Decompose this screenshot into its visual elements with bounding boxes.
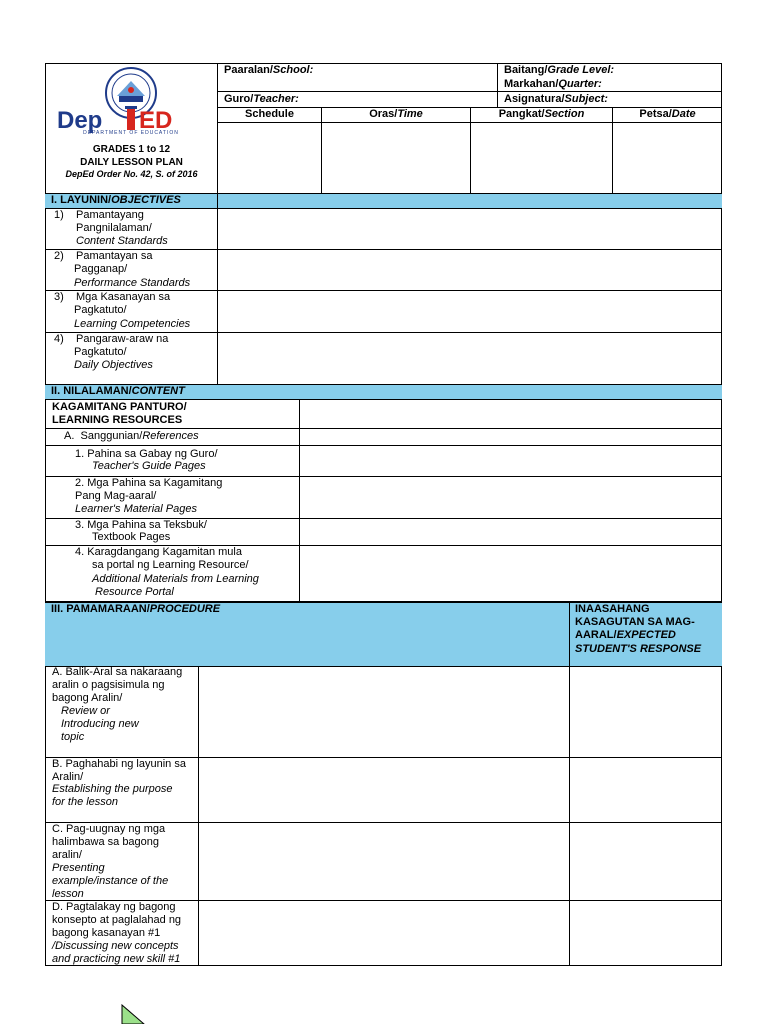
objective-label: Pamantayang [76,209,144,221]
ref-textbook: 3. Mga Pahina sa Teksbuk/ [75,519,207,531]
school-label: Paaralan/School: [224,64,314,76]
deped-tagline: DEPARTMENT OF EDUCATION [83,130,179,136]
grade-level-label: Baitang/Grade Level: [504,64,615,76]
grades-title: GRADES 1 to 12 [92,144,171,155]
procedure-label: bagong kasanayan #1 [52,927,161,939]
ref-teachers-guide-en: Teacher's Guide Pages [92,460,206,472]
ref-additional-materials: sa portal ng Learning Resource/ [92,559,249,571]
objective-label: Mga Kasanayan sa [76,291,171,303]
procedure-label: A. Balik-Aral sa nakaraang [52,666,183,678]
subject-label: Asignatura/Subject: [504,93,608,105]
ref-additional-materials: 4. Karagdangang Kagamitan mula [75,546,242,558]
header-divider [497,63,498,108]
procedure-label-en: lesson [52,888,84,900]
row-divider [45,445,722,446]
row-divider [45,428,722,429]
section-divider [217,193,218,384]
objective-label: Pamantayan sa [76,250,153,262]
expected-response-header: KASAGUTAN SA MAG- [575,616,695,628]
procedure-label-en: for the lesson [52,796,119,808]
expected-response-header: INAASAHANG [575,603,650,615]
procedure-label-en: Presenting [52,862,105,874]
procedure-label: C. Pag-uugnay ng mga [52,823,166,835]
teacher-label: Guro/Teacher: [224,93,299,105]
header-divider [217,91,722,92]
header-divider [217,63,218,193]
procedure-label: halimbawa sa bagong [52,836,160,848]
objective-number: 4) [54,333,64,345]
objective-label: Pagkatuto/ [74,304,127,316]
section-divider [569,601,570,966]
procedure-label: B. Paghahabi ng layunin sa [52,758,186,770]
ref-learners-material-en: Learner's Material Pages [75,503,197,515]
procedure-label: aralin o pagsisimula ng [52,679,165,691]
learning-resources-label: LEARNING RESOURCES [52,414,183,426]
section-content-title: II. NILALAMAN/CONTENT [51,385,185,397]
procedure-label: Aralin/ [52,771,84,783]
section-divider [198,667,199,966]
ref-learners-material: 2. Mga Pahina sa Kagamitang [75,477,223,489]
procedure-label-en: topic [61,731,85,743]
ref-additional-materials-en: Additional Materials from Learning [92,573,259,585]
procedure-label: D. Pagtalakay ng bagong [52,901,176,913]
procedure-label-en: Review or [61,705,110,717]
deped-order: DepEd Order No. 42, S. of 2016 [65,169,198,179]
objective-label-en: Daily Objectives [74,359,153,371]
ref-additional-materials-en: Resource Portal [95,586,174,598]
objective-label: Pangaraw-araw na [76,333,169,345]
expected-response-header: AARAL/EXPECTED [575,629,676,641]
procedure-label-en: /Discussing new concepts [52,940,179,952]
procedure-label-en: example/instance of the [52,875,169,887]
column-time: Oras/Time [369,108,423,120]
objective-number: 2) [54,250,64,262]
triangle-arrow-icon [120,1004,150,1024]
objective-label: Pangnilalaman/ [76,222,152,234]
column-date: Petsa/Date [639,108,696,120]
objective-label: Pagkatuto/ [74,346,127,358]
svg-text:ED: ED [139,107,173,134]
procedure-label: aralin/ [52,849,82,861]
objective-number: 3) [54,291,64,303]
procedure-label: konsepto at paglalahad ng [52,914,182,926]
objective-label: Pagganap/ [74,263,128,275]
references-label: A. Sanggunian/References [64,430,199,442]
quarter-label: Markahan/Quarter: [504,78,602,90]
procedure-label-en: and practicing new skill #1 [52,953,181,965]
ref-textbook-en: Textbook Pages [92,531,171,543]
objective-label-en: Performance Standards [74,277,191,289]
section-objectives-title: I. LAYUNIN/OBJECTIVES [51,194,181,206]
column-schedule: Schedule [245,108,294,120]
learning-resources-label: KAGAMITANG PANTURO/ [52,401,187,413]
procedure-label-en: Introducing new [61,718,139,730]
ref-teachers-guide: 1. Pahina sa Gabay ng Guro/ [75,448,218,460]
dlp-title: DAILY LESSON PLAN [80,157,183,168]
procedure-label: bagong Aralin/ [52,692,123,704]
procedure-label-en: Establishing the purpose [52,783,173,795]
section-divider [299,400,300,601]
objective-label-en: Content Standards [76,235,168,247]
section-procedure-title: III. PAMAMARAAN/PROCEDURE [51,603,221,615]
ref-learners-material: Pang Mag-aaral/ [75,490,157,502]
objective-label-en: Learning Competencies [74,318,191,330]
expected-response-header: STUDENT'S RESPONSE [575,643,702,655]
objective-number: 1) [54,209,64,221]
svg-text:Dep: Dep [57,107,103,134]
column-section: Pangkat/Section [498,108,585,120]
